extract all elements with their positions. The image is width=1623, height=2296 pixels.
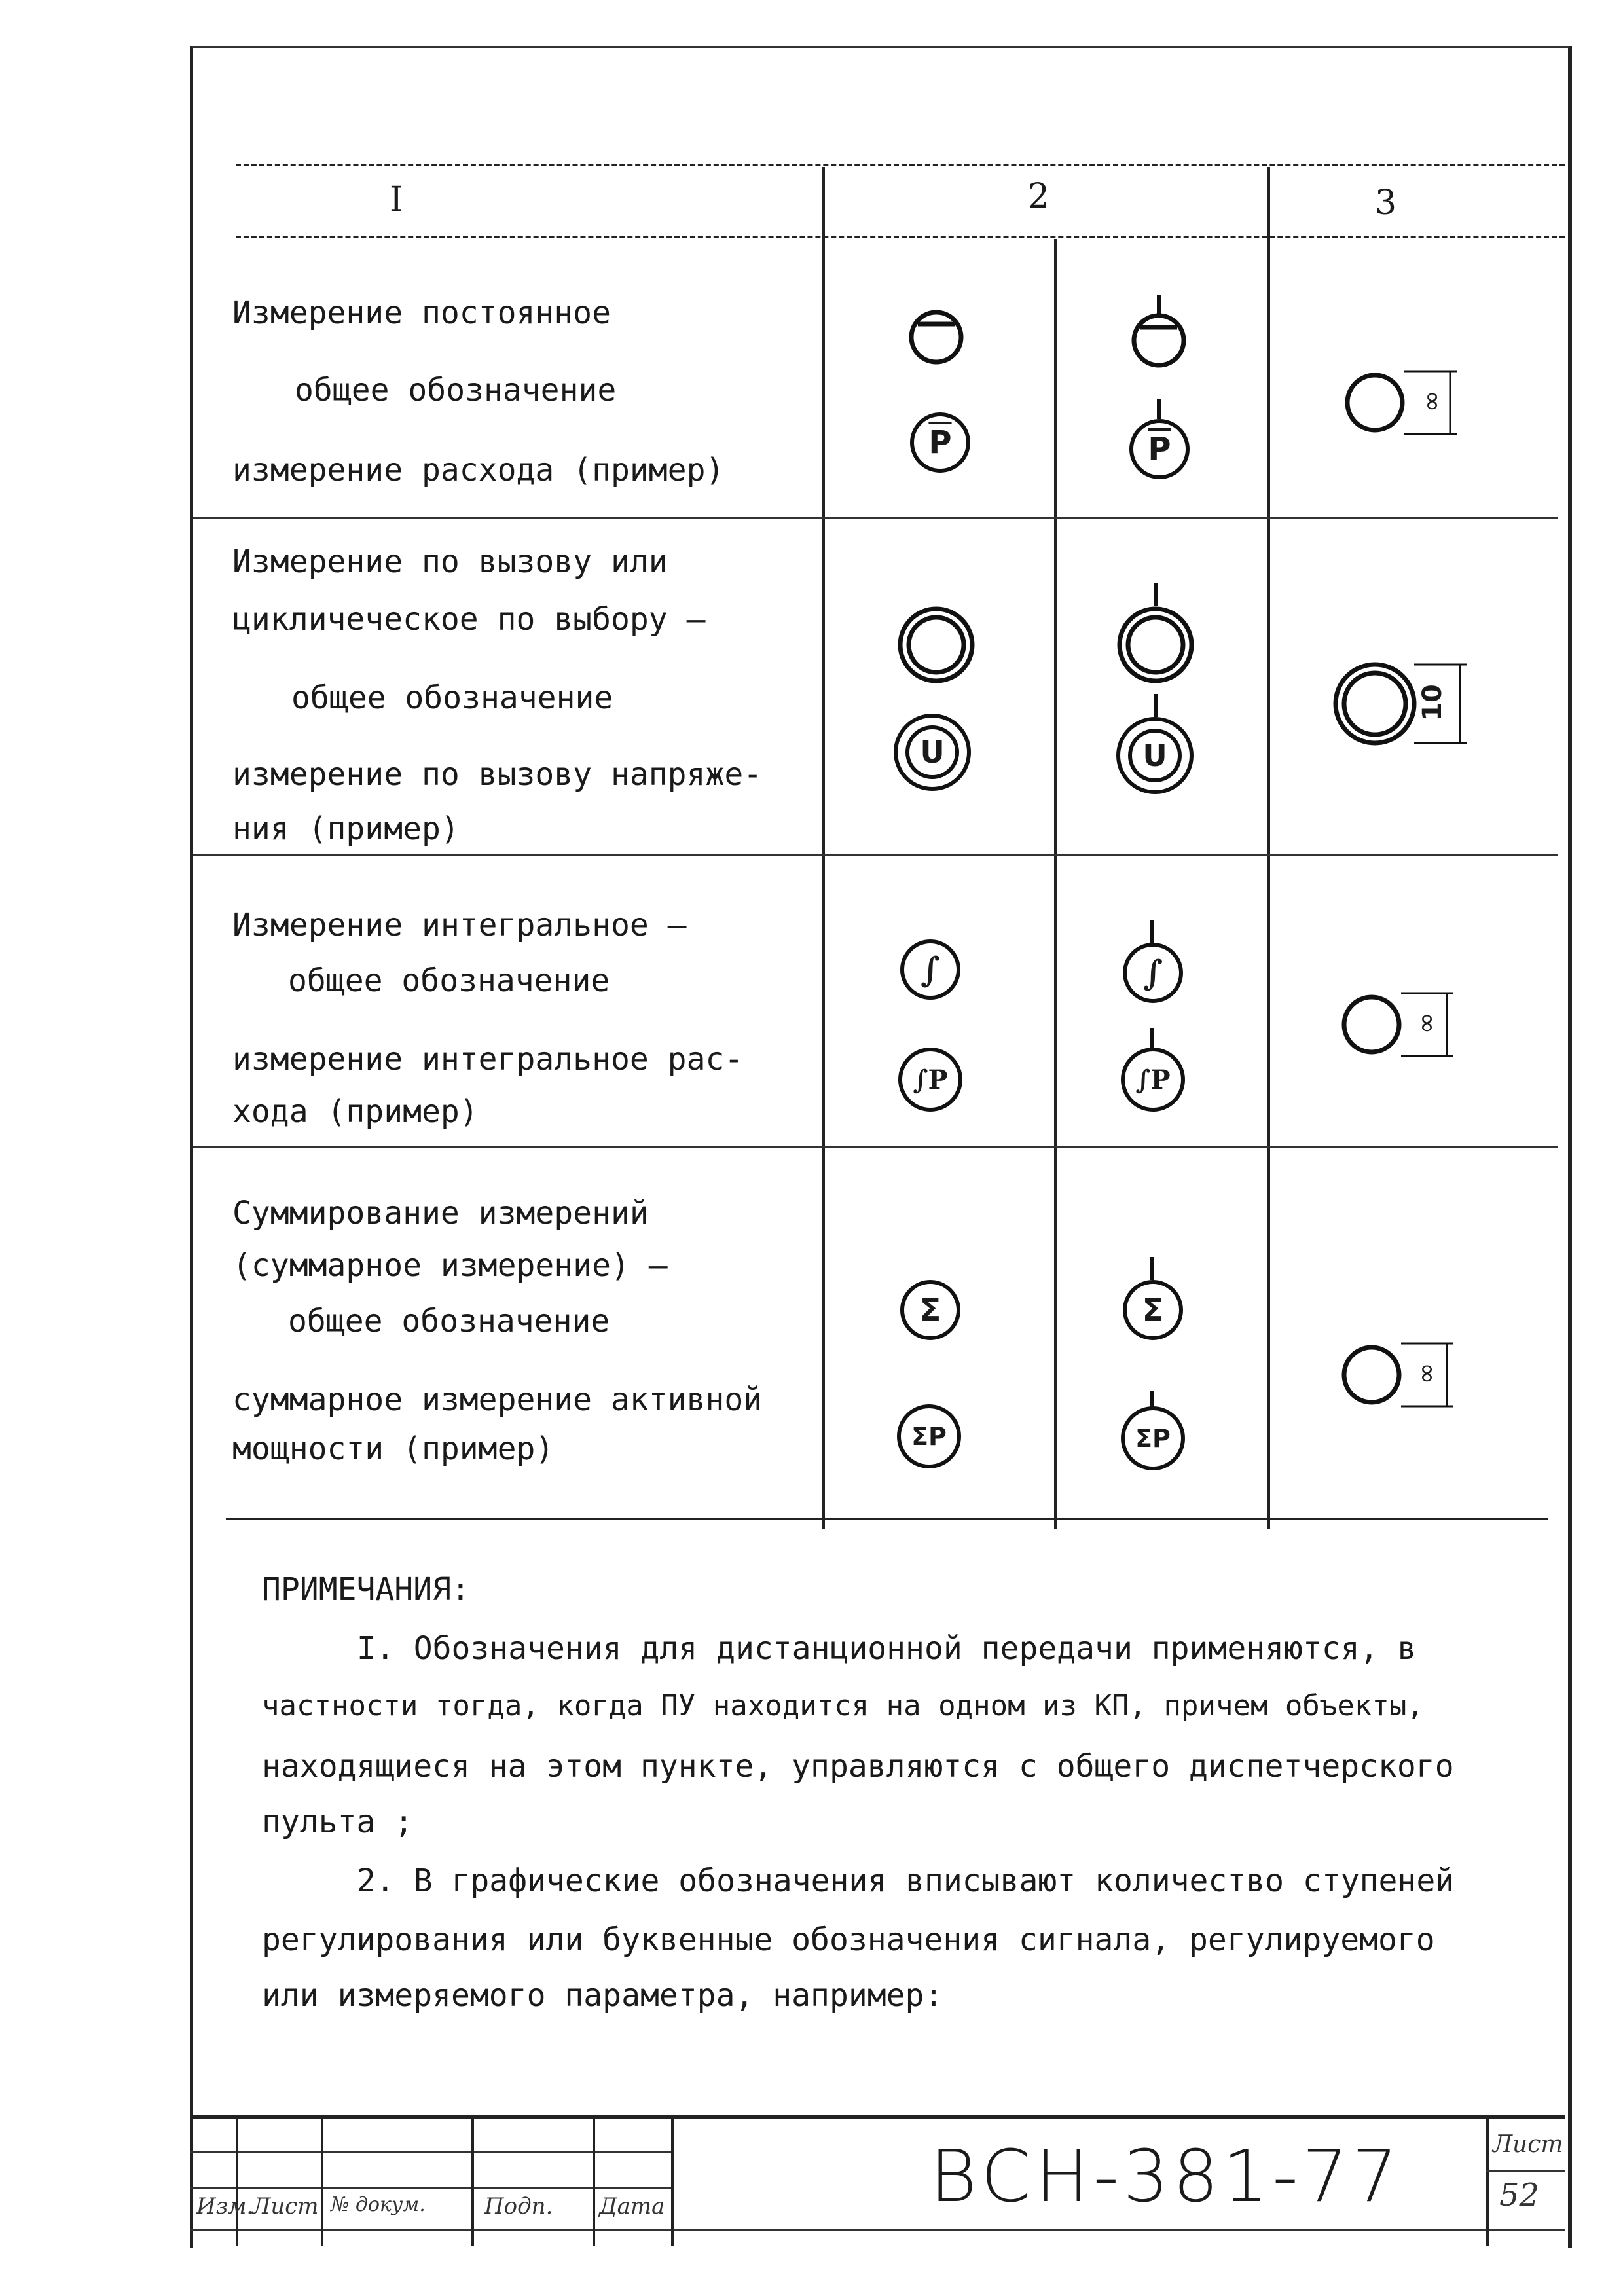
title-block-row-rule-2 <box>190 2187 674 2189</box>
title-block-row-rule-1 <box>190 2151 674 2153</box>
column-header-2: 2 <box>1028 177 1050 216</box>
summation-symbol <box>900 1280 960 1340</box>
row4-line2: (суммарное измерение) – <box>232 1247 668 1284</box>
integral-flow-remote-symbol <box>1121 1048 1185 1112</box>
summation-remote-symbol <box>1123 1280 1183 1340</box>
voltage-call-symbol <box>894 714 971 791</box>
notes-line-1: I. Обозначения для дистанционной передачи применяются, в <box>357 1630 1417 1667</box>
title-block-col-3 <box>471 2115 474 2246</box>
notes-line-5: 2. В графические обозначения вписывают количество ступеней <box>357 1863 1455 1899</box>
integral-flow-symbol <box>898 1048 962 1112</box>
call-measurement-remote-symbol <box>1113 583 1198 687</box>
notes-line-4: пульта ; <box>262 1804 414 1840</box>
notes-line-7: или измеряемого параметра, например: <box>262 1977 943 2014</box>
notes-line-2: частности тогда, когда ПУ находится на одном из КП, причем объекты, <box>262 1689 1424 1722</box>
row2-line4: измерение по вызову напряже- <box>232 756 763 793</box>
flow-remote-symbol-letter: $\overline{P}$ <box>1148 431 1171 467</box>
title-block-row-rule-3 <box>190 2229 1565 2231</box>
title-block-col-6 <box>1486 2115 1489 2246</box>
integral-flow-letter: ∫P <box>913 1064 948 1095</box>
summation-letter: Σ <box>919 1292 941 1328</box>
signature-label-1: Изм. <box>196 2193 254 2219</box>
row4-dimension-symbol <box>1336 1336 1467 1414</box>
column-divider-3 <box>1267 167 1270 1529</box>
row1-line2: общее обозначение <box>295 372 617 409</box>
call-measurement-symbol <box>894 602 979 687</box>
flow-symbol-letter: $\overline{P}$ <box>928 424 952 461</box>
row4-inf-label: ∞ <box>1411 1362 1442 1385</box>
row2-line3: общее обозначение <box>291 680 613 716</box>
voltage-call-remote-stem <box>1152 694 1159 717</box>
column-divider-1 <box>822 167 825 1529</box>
row3-line3: измерение интегральное рас- <box>232 1041 744 1078</box>
flow-measurement-remote-stem <box>1156 399 1162 419</box>
title-block-top-rule <box>190 2115 1565 2119</box>
integral-letter: ∫ <box>920 949 941 990</box>
summation-remote-stem <box>1149 1257 1156 1280</box>
constant-measurement-remote-symbol <box>1126 295 1192 373</box>
notes-line-6: регулирования или буквенные обозначения сигнала, регулируемого <box>262 1922 1435 1958</box>
row3-dimension-symbol <box>1336 985 1467 1064</box>
column-header-3: 3 <box>1375 183 1397 223</box>
title-block-col-5 <box>671 2115 674 2246</box>
row2-line1: Измерение по вызову или <box>232 543 668 580</box>
row4-line5: мощности (пример) <box>232 1430 555 1467</box>
row1-dimension-symbol <box>1339 363 1470 442</box>
row2-dimension-symbol <box>1329 655 1480 753</box>
row2-line5: ния (пример) <box>232 811 460 847</box>
title-block-col-1 <box>236 2115 238 2246</box>
sheet-label: Лист <box>1493 2131 1563 2158</box>
notes-heading: ПРИМЕЧАНИЯ: <box>262 1571 470 1608</box>
constant-measurement-symbol <box>903 304 969 370</box>
table-bottom-rule <box>226 1518 1548 1520</box>
integral-flow-remote-letter: ∫P <box>1135 1064 1171 1095</box>
signature-label-5: Дата <box>599 2193 665 2219</box>
signature-label-4: Подп. <box>484 2193 553 2219</box>
header-top-rule <box>236 164 1565 166</box>
integral-remote-letter: ∫ <box>1142 953 1163 993</box>
notes-line-3: находящиеся на этом пункте, управляются с общего диспетчерского <box>262 1748 1454 1785</box>
integral-flow-remote-stem <box>1149 1028 1156 1049</box>
row2-line2: цикличеческое по выбору – <box>232 601 706 638</box>
flow-measurement-remote-symbol <box>1129 419 1190 479</box>
row4-line1: Суммирование измерений <box>232 1195 649 1231</box>
integral-measurement-remote-symbol <box>1123 943 1183 1003</box>
row2-dimension-label: 10 <box>1417 684 1448 721</box>
voltage-call-remote-symbol <box>1116 717 1194 794</box>
document-code: ВСН-381-77 <box>930 2134 1402 2218</box>
voltage-call-remote-letter: U <box>1142 738 1167 773</box>
title-block-sheet-rule <box>1486 2170 1565 2172</box>
summation-power-symbol <box>897 1404 961 1468</box>
voltage-call-letter: U <box>920 735 945 770</box>
row4-line3: общее обозначение <box>288 1303 610 1339</box>
summation-remote-letter: Σ <box>1142 1292 1164 1328</box>
row3-line4: хода (пример) <box>232 1093 479 1130</box>
voltage-call-inner-ring <box>905 725 959 779</box>
flow-measurement-symbol <box>910 412 970 473</box>
header-bottom-rule <box>236 236 1565 238</box>
row1-inf-label: ∞ <box>1416 390 1447 412</box>
title-block-col-2 <box>321 2115 323 2246</box>
row-separator-3 <box>193 1146 1558 1148</box>
summation-power-remote-stem <box>1149 1391 1156 1408</box>
row3-line2: общее обозначение <box>288 962 610 999</box>
row-separator-2 <box>193 854 1558 856</box>
signature-label-2: Лист <box>252 2193 319 2219</box>
row1-line1: Измерение постоянное <box>232 295 611 331</box>
column-divider-2a <box>1054 239 1057 1529</box>
integral-measurement-symbol <box>900 939 960 1000</box>
row3-inf-label: ∞ <box>1411 1012 1442 1034</box>
voltage-call-remote-inner-ring <box>1128 729 1182 782</box>
column-header-1: I <box>390 180 403 219</box>
integral-remote-stem <box>1149 920 1156 943</box>
summation-power-remote-symbol <box>1121 1406 1185 1470</box>
row3-line1: Измерение интегральное – <box>232 907 687 943</box>
row-separator-1 <box>193 517 1558 519</box>
summation-power-letter: ΣP <box>911 1422 947 1451</box>
title-block-col-4 <box>593 2115 595 2246</box>
signature-label-3: № докум. <box>331 2193 426 2216</box>
summation-power-remote-letter: ΣP <box>1135 1424 1171 1453</box>
row1-line3: измерение расхода (пример) <box>232 452 725 488</box>
sheet-number: 52 <box>1499 2177 1540 2214</box>
row4-line4: суммарное измерение активной <box>232 1381 763 1418</box>
